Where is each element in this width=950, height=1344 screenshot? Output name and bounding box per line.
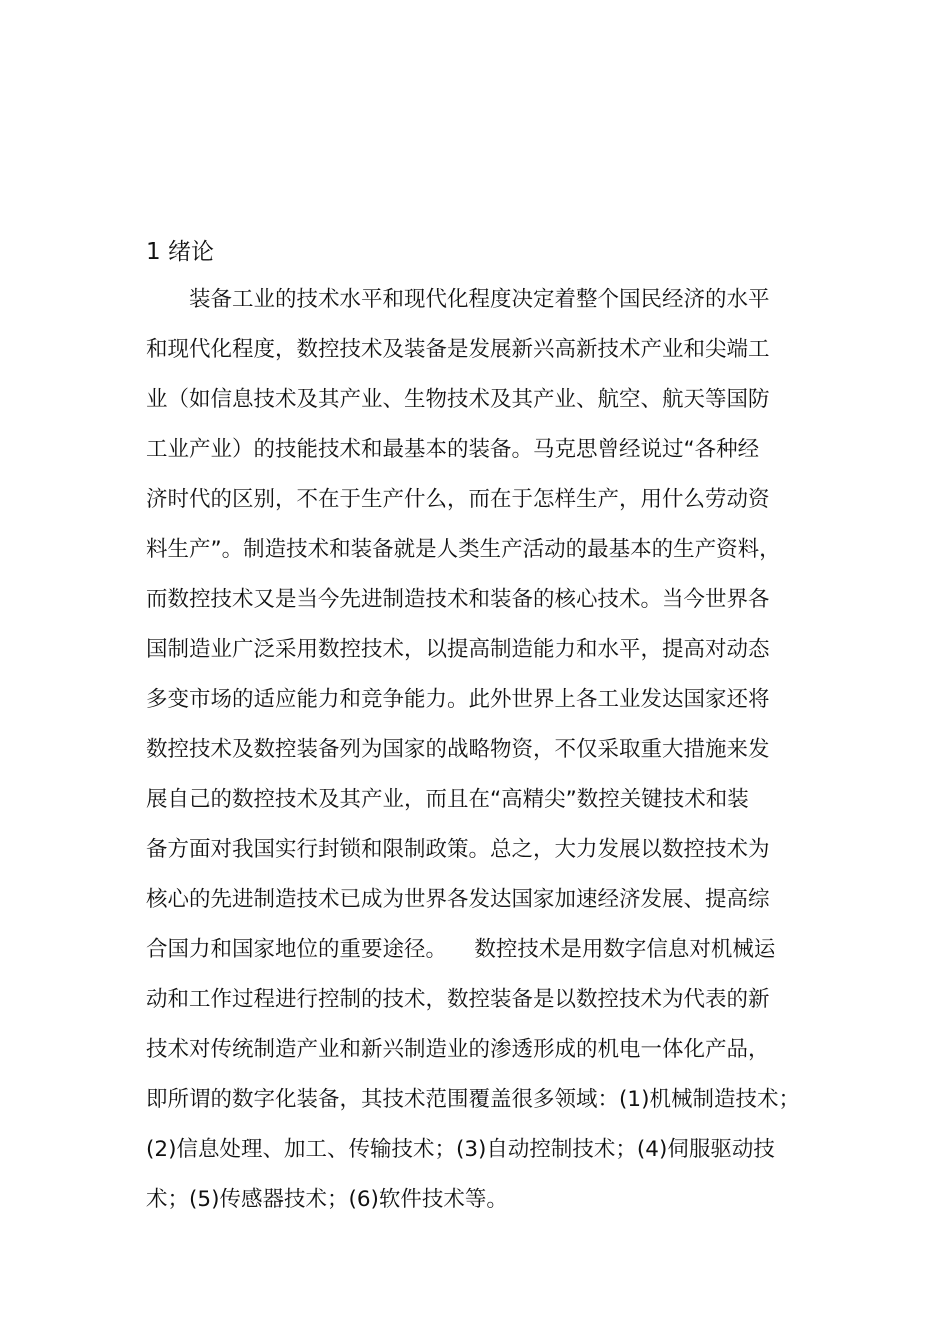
paragraph-line: 业（如信息技术及其产业、生物技术及其产业、航空、航天等国防 [146,387,770,412]
paragraph-line: (2)信息处理、加工、传输技术；(3)自动控制技术；(4)伺服驱动技 [146,1137,775,1162]
paragraph-line: 即所谓的数字化装备，其技术范围覆盖很多领域：(1)机械制造技术； [146,1087,800,1112]
paragraph-line: 济时代的区别，不在于生产什么，而在于怎样生产，用什么劳动资 [146,487,770,512]
paragraph-line: 多变市场的适应能力和竞争能力。此外世界上各工业发达国家还将 [146,687,770,712]
paragraph-line: 术；(5)传感器技术；(6)软件技术等。 [146,1187,508,1212]
paragraph-line: 动和工作过程进行控制的技术，数控装备是以数控技术为代表的新 [146,987,770,1012]
paragraph-line: 国制造业广泛采用数控技术，以提高制造能力和水平，提高对动态 [146,637,770,662]
paragraph-line: 展自己的数控技术及其产业，而且在“高精尖”数控关键技术和装 [146,787,749,812]
paragraph-line: 工业产业）的技能技术和最基本的装备。马克思曾经说过“各种经 [146,437,760,462]
paragraph-line: 装备工业的技术水平和现代化程度决定着整个国民经济的水平 [189,287,770,312]
paragraph-line: 而数控技术又是当今先进制造技术和装备的核心技术。当今世界各 [146,587,770,612]
paragraph-line: 和现代化程度，数控技术及装备是发展新兴高新技术产业和尖端工 [146,337,770,362]
paragraph-line: 技术对传统制造产业和新兴制造业的渗透形成的机电一体化产品， [146,1037,770,1062]
paragraph-line: 料生产”。制造技术和装备就是人类生产活动的最基本的生产资料， [146,537,781,562]
paragraph-line: 合国力和国家地位的重要途径。 数控技术是用数字信息对机械运 [146,937,776,962]
paragraph-line: 备方面对我国实行封锁和限制政策。总之，大力发展以数控技术为 [146,837,770,862]
paragraph-line: 数控技术及数控装备列为国家的战略物资，不仅采取重大措施来发 [146,737,770,762]
section-heading: 1 绪论 [146,239,214,265]
paragraph-line: 核心的先进制造技术已成为世界各发达国家加速经济发展、提高综 [146,887,770,912]
